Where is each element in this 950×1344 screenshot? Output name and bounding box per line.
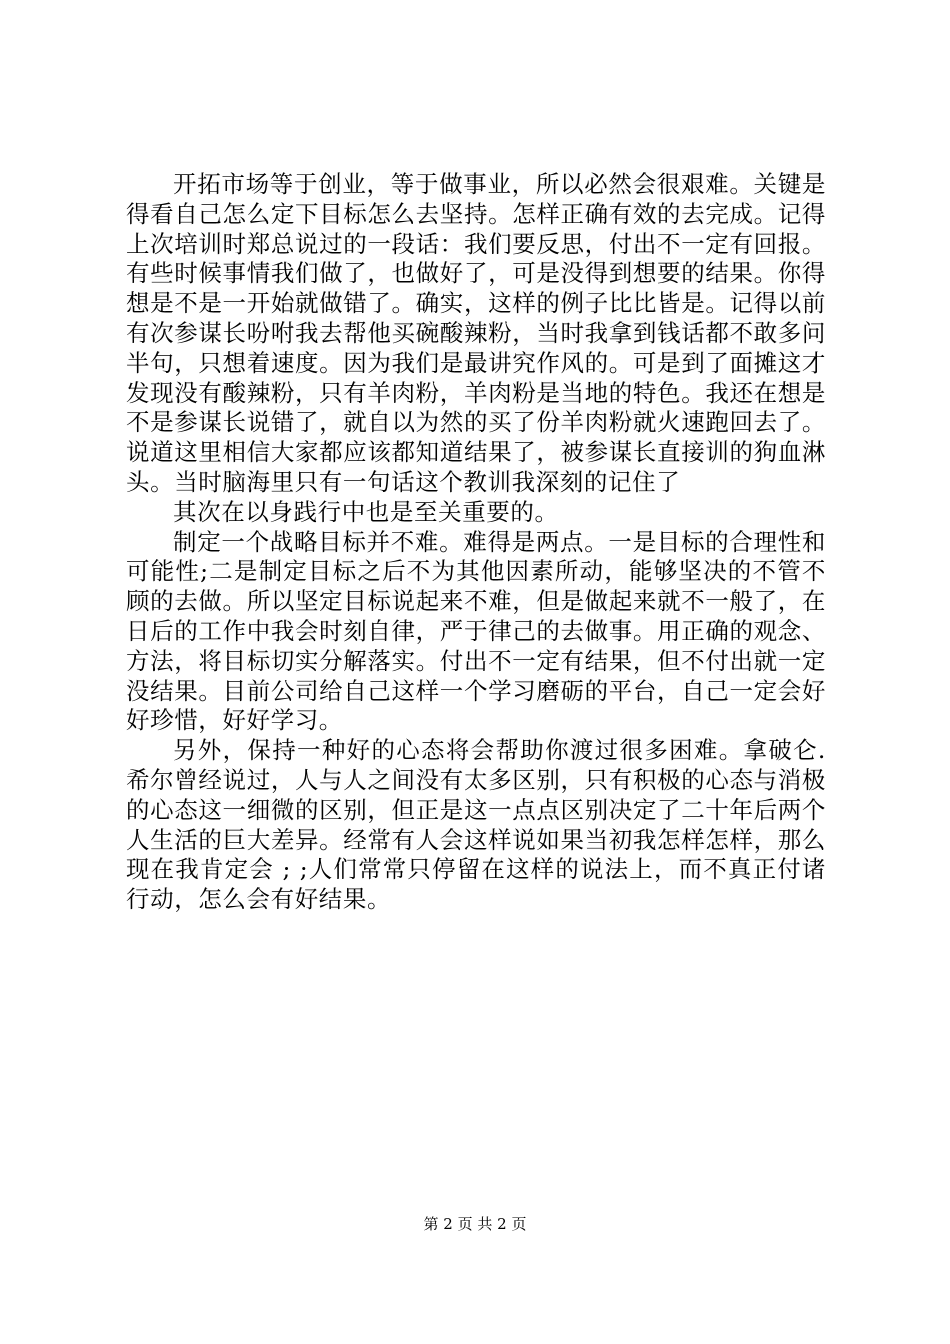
paragraph-market-development: 开拓市场等于创业，等于做事业，所以必然会很艰难。关键是得看自己怎么定下目标怎么去坚持。怎样正确有效的去完成。记得上次培训时郑总说过的一段话：我们要反思，付出不一定有回报。有些时候事情我们做了，也做好了，可是没得到想要的结果。你得想是不是一开始就做错了。确实，这样的例子比比皆是。记得以前有次参谋长吩咐我去帮他买碗酸辣粉，当时我拿到钱话都不敢多问半句，只想着速度。因为我们是最讲究作风的。可是到了面摊这才发现没有酸辣粉，只有羊肉粉，羊肉粉是当地的特色。我还在想是不是参谋长说错了，就自以为然的买了份羊肉粉就火速跑回去了。说道这里相信大家都应该都知道结果了，被参谋长直接训的狗血淋头。当时脑海里只有一句话这个教训我深刻的记住了 xyxy=(126,170,826,496)
paragraph-mindset: 另外，保持一种好的心态将会帮助你渡过很多困难。拿破仑.希尔曾经说过，人与人之间没有太多区别，只有积极的心态与消极的心态这一细微的区别，但正是这一点点区别决定了二十年后两个人生活的巨大差异。经常有人会这样说如果当初我怎样怎样，那么现在我肯定会 ; ;人们常常只停留在这样的说法上，而不真正付诸行动，怎么会有好结果。 xyxy=(126,736,826,914)
paragraph-strategic-goal: 制定一个战略目标并不难。难得是两点。一是目标的合理性和可能性;二是制定目标之后不为其他因素所动，能够坚决的不管不顾的去做。所以坚定目标说起来不难，但是做起来就不一般了，在日后的工作中我会时刻自律，严于律己的去做事。用正确的观念、方法，将目标切实分解落实。付出不一定有结果，但不付出就一定没结果。目前公司给自己这样一个学习磨砺的平台，自己一定会好好珍惜，好好学习。 xyxy=(126,527,826,735)
page-number-footer: 第 2 页 共 2 页 xyxy=(423,1215,527,1233)
paragraph-practice: 其次在以身践行中也是至关重要的。 xyxy=(173,497,559,526)
document-body xyxy=(126,170,826,915)
